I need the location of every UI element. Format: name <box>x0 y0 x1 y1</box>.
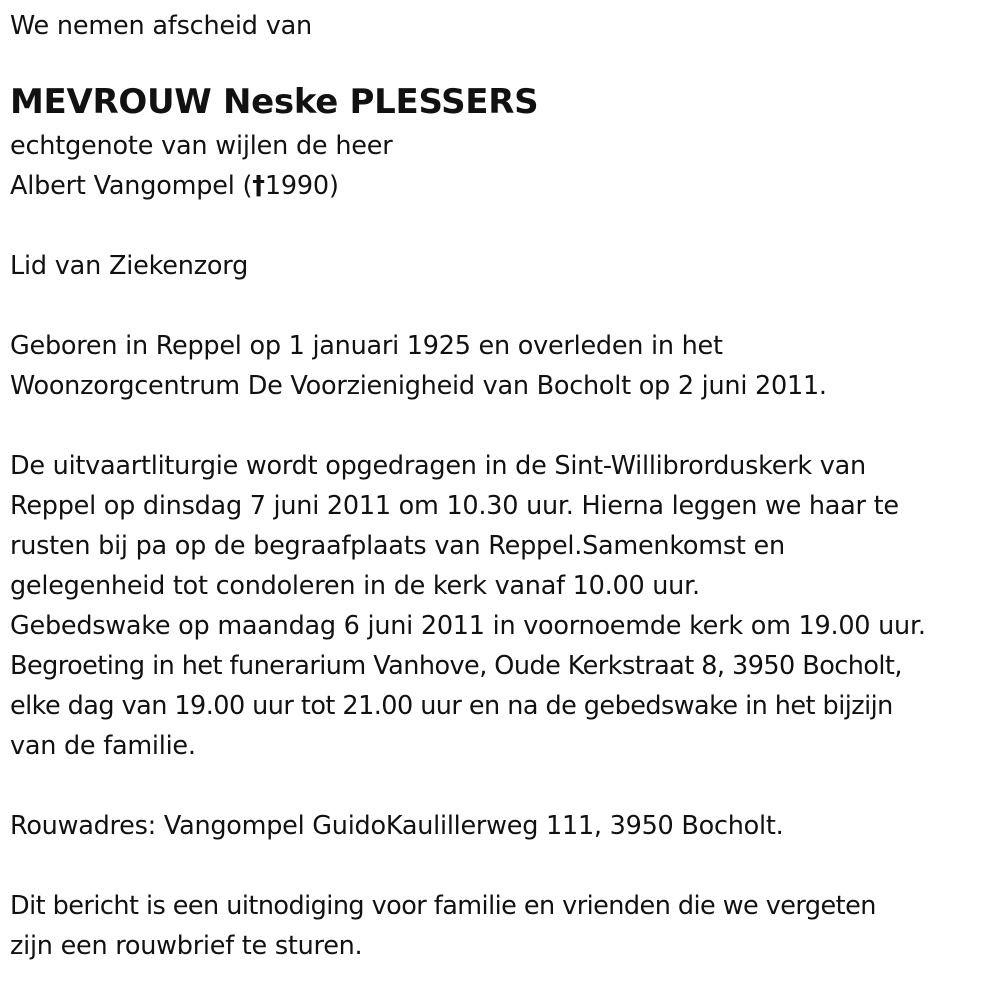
funeral-line: Reppel op dinsdag 7 juni 2011 om 10.30 uur. Hierna leggen we haar te <box>10 491 899 521</box>
spouse-death-year: 1990) <box>264 171 339 201</box>
closing-line: zijn een rouwbrief te sturen. <box>10 931 363 961</box>
birth-death-line: Geboren in Reppel op 1 januari 1925 en overleden in het <box>10 331 723 361</box>
funeral-line: De uitvaartliturgie wordt opgedragen in de Sint-Willibrorduskerk van <box>10 451 866 481</box>
spouse-line-1: echtgenote van wijlen de heer <box>10 131 393 161</box>
deceased-name: MEVROUW Neske PLESSERS <box>10 82 539 122</box>
birth-death-line: Woonzorgcentrum De Voorzienigheid van Bocholt op 2 juni 2011. <box>10 371 827 401</box>
funeral-line: Gebedswake op maandag 6 juni 2011 in voornoemde kerk om 19.00 uur. <box>10 611 926 641</box>
funeral-line: elke dag van 19.00 uur tot 21.00 uur en na de gebedswake in het bijzijn <box>10 691 893 721</box>
funeral-line: van de familie. <box>10 731 196 761</box>
spouse-name: Albert Vangompel ( <box>10 171 253 201</box>
cross-icon: † <box>252 171 265 201</box>
funeral-line: Begroeting in het funerarium Vanhove, Oude Kerkstraat 8, 3950 Bocholt, <box>10 651 902 681</box>
membership-text: Lid van Ziekenzorg <box>10 251 249 281</box>
spouse-line-2 <box>10 166 995 206</box>
obituary-notice <box>10 6 995 966</box>
intro-text: We nemen afscheid van <box>10 11 312 41</box>
spacer <box>10 286 995 326</box>
spacer <box>10 846 995 886</box>
spacer <box>10 206 995 246</box>
funeral-line: gelegenheid tot condoleren in de kerk vanaf 10.00 uur. <box>10 571 700 601</box>
closing-line: Dit bericht is een uitnodiging voor familie en vrienden die we vergeten <box>10 891 876 921</box>
mourning-address: Rouwadres: Vangompel GuidoKaulillerweg 111, 3950 Bocholt. <box>10 811 784 841</box>
spacer <box>10 406 995 446</box>
funeral-line: rusten bij pa op de begraafplaats van Reppel.Samenkomst en <box>10 531 785 561</box>
spacer <box>10 766 995 806</box>
